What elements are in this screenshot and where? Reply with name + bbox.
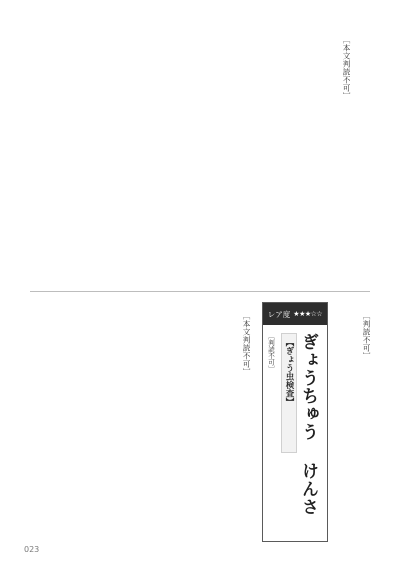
section-divider [30,291,370,292]
rarity-badge [263,303,327,325]
rarity-label: レア度 [267,309,291,319]
entry-header-box [262,302,328,542]
entry-tail-text: ［判読不可］ [362,312,371,360]
entry-body: ［本文判読不可］ [242,312,251,376]
previous-entry-body: ［本文判読不可］ [342,36,351,100]
page-number: 023 [24,545,40,554]
entry-title: ぎょうちゅう けんさ [298,333,318,516]
entry-kanji-label: 【ぎょう虫検査】 [281,333,297,453]
entry-purpose: ［判読不可］ [267,333,275,372]
rarity-stars: ★★★☆☆ [293,310,323,318]
